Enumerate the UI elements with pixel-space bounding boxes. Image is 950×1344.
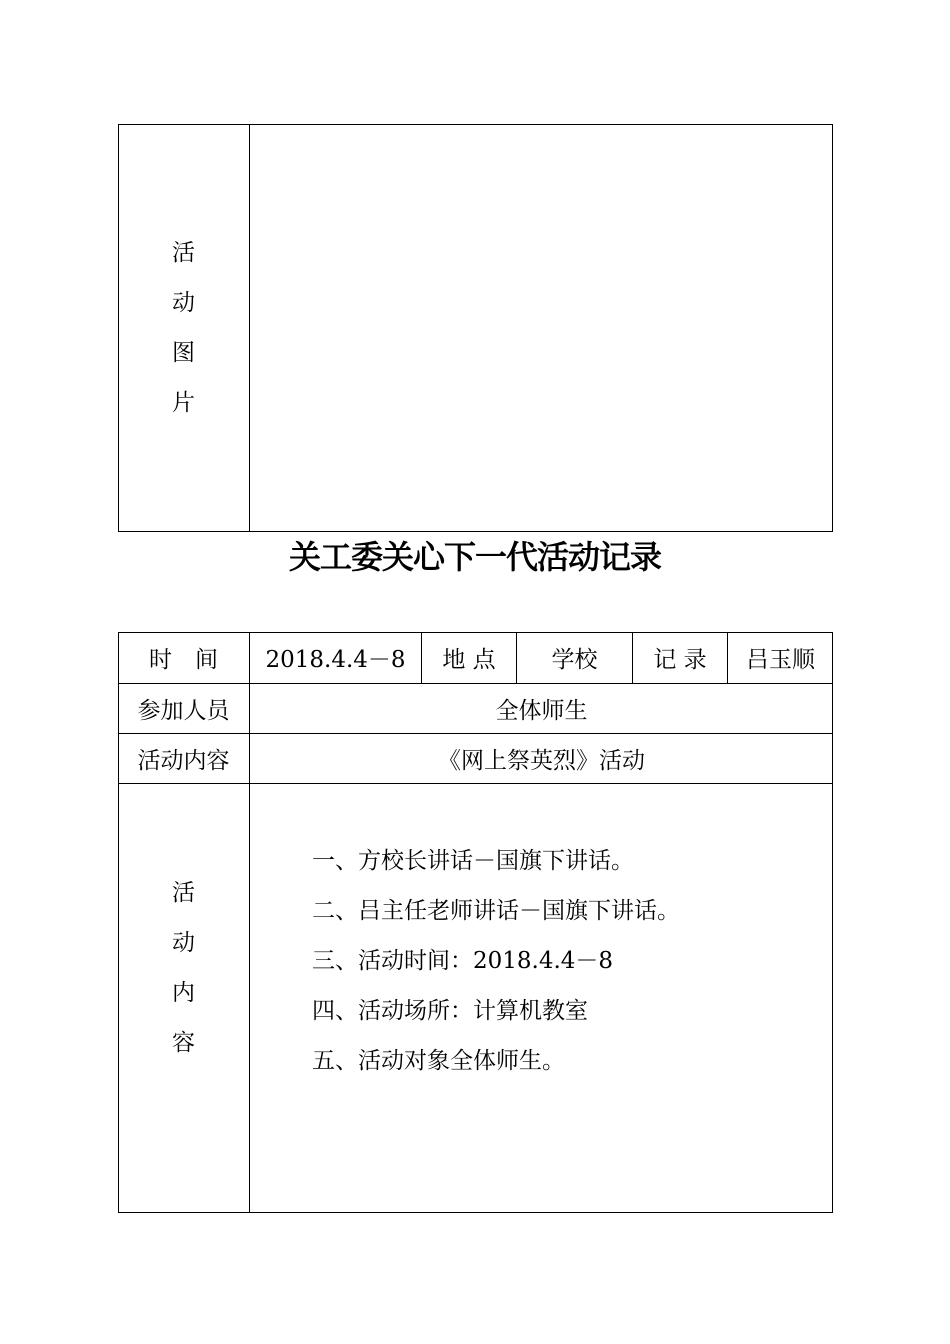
time-label: 时 间 — [149, 647, 218, 673]
detail-line: 四、活动场所：计算机教室 — [312, 998, 588, 1024]
participants-value: 全体师生 — [495, 698, 588, 724]
detail-label-char: 容 — [172, 1030, 195, 1056]
detail-line: 一、方校长讲话－国旗下讲话。 — [312, 848, 634, 874]
detail-line: 二、吕主任老师讲话－国旗下讲话。 — [312, 898, 680, 924]
photo-label-char: 片 — [172, 390, 195, 416]
recorder-value: 吕玉顺 — [746, 647, 815, 673]
time-value: 2018.4.4－8 — [265, 647, 406, 673]
place-value: 学校 — [551, 647, 598, 673]
detail-label-char: 内 — [172, 980, 195, 1006]
photo-area — [250, 125, 832, 531]
page-title: 关工委关心下一代活动记录 — [288, 538, 661, 576]
place-label: 地 点 — [442, 647, 496, 673]
detail-label-char: 动 — [172, 930, 195, 956]
detail-label — [118, 784, 249, 1152]
content-value: 《网上祭英烈》活动 — [438, 748, 645, 774]
detail-content — [312, 836, 680, 1086]
detail-line: 五、活动对象全体师生。 — [312, 1048, 565, 1074]
detail-label-char: 活 — [172, 880, 195, 906]
recorder-label: 记 录 — [653, 647, 707, 673]
content-label: 活动内容 — [137, 748, 230, 774]
photo-label-char: 动 — [172, 290, 195, 316]
photo-label — [118, 124, 249, 532]
detail-line: 三、活动时间：2018.4.4－8 — [312, 948, 614, 974]
participants-label: 参加人员 — [137, 698, 230, 724]
photo-label-char: 活 — [172, 240, 195, 266]
photo-label-char: 图 — [172, 340, 195, 366]
